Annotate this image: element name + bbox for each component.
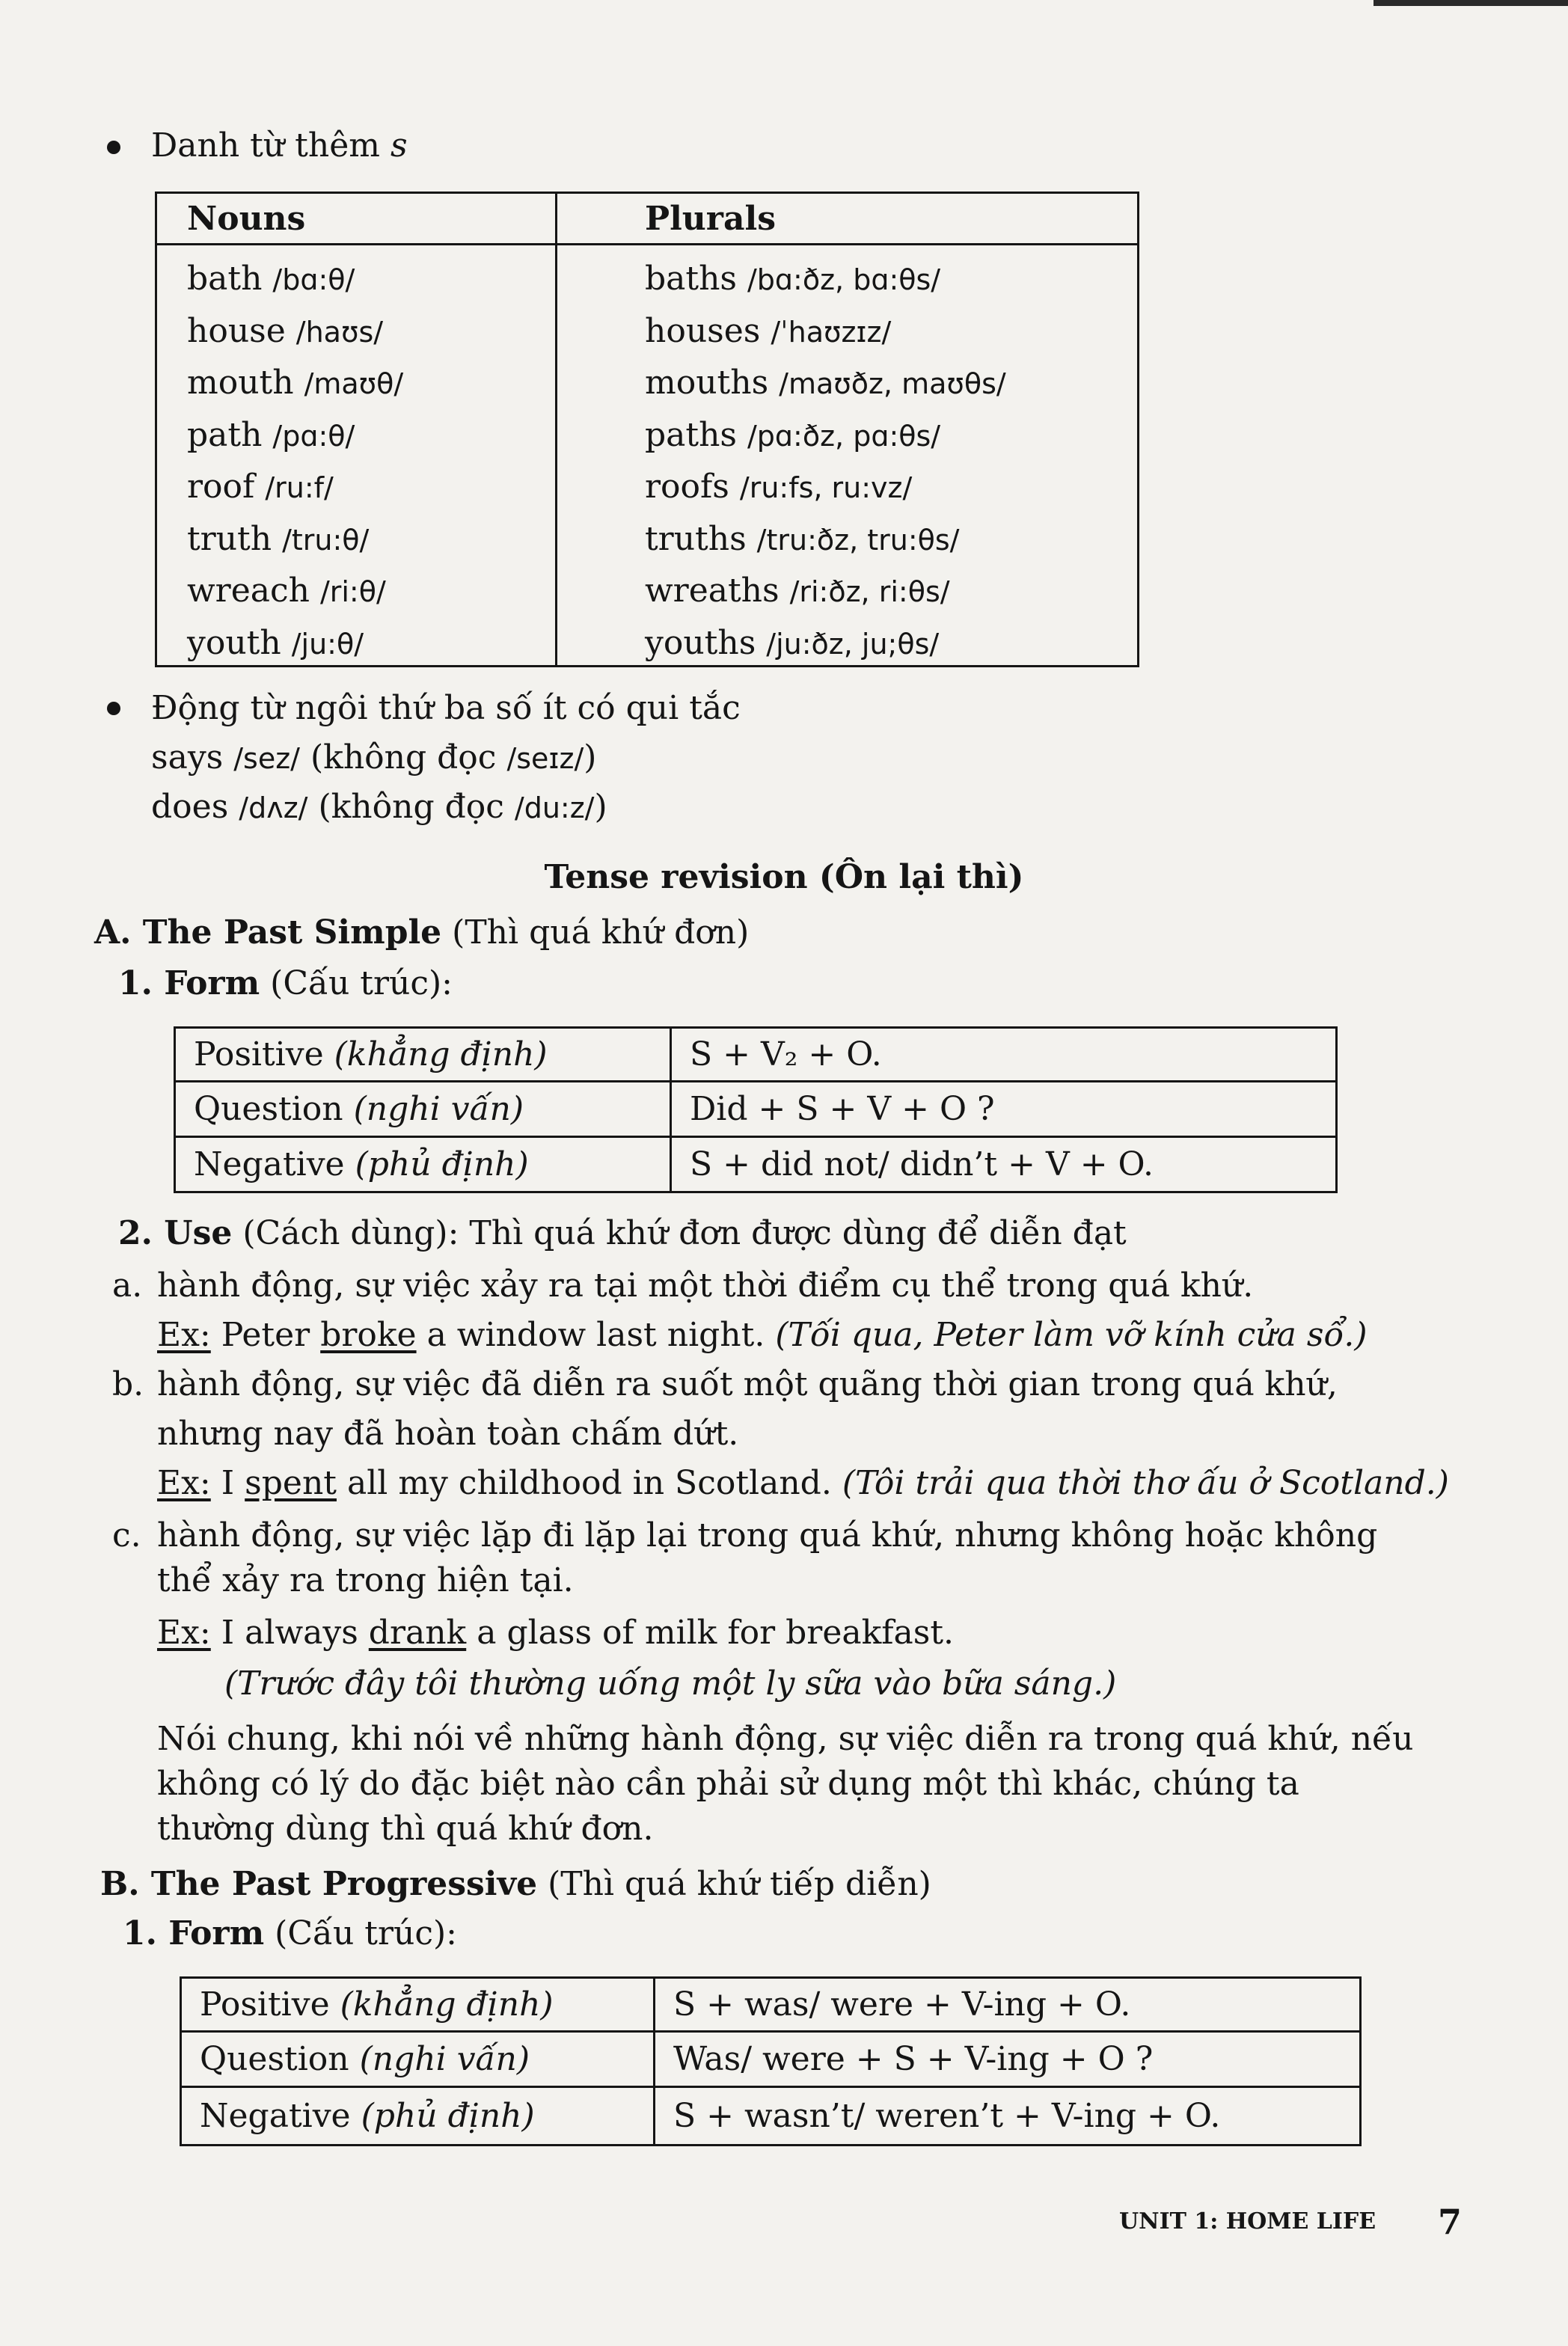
table-row [187,306,403,358]
plural-ipa: /ri:ðz, ri:θs/ [789,575,950,608]
form-formula-cell: Was/ were + S + V-ing + O ? [655,2032,1361,2087]
use-b-example [157,1459,1449,1508]
form-formula-cell: S + wasn’t/ weren’t + V-ing + O. [655,2087,1361,2146]
use-label: 2. Use [118,1214,233,1252]
ex-text: all my childhood in Scotland. [346,1464,832,1502]
form-name-vn: (khẳng định) [340,1985,554,2024]
use-c-text-1: hành động, sự việc lặp đi lặp lại trong quá khứ, nhưng không hoặc không [157,1516,1378,1555]
noun-ipa: /ru:f/ [265,471,334,504]
plural-ipa: /maʊðz, maʊθs/ [779,367,1006,400]
scan-edge-mark [1373,0,1568,6]
table-row [187,514,403,566]
form-formula-cell: S + was/ were + V-ing + O. [655,1978,1361,2032]
noun-word: wreach [187,572,310,610]
form-name: Negative [200,2097,351,2135]
table-row [187,462,403,514]
says-note-ipa: /seɪz/ [506,742,584,775]
noun-ipa: /haʊs/ [295,315,384,349]
noun-word: path [187,415,263,454]
plurals-column [645,254,1006,670]
ex-text: a glass of milk for breakfast. [477,1614,955,1652]
plural-ipa: /bɑ:ðz, bɑ:θs/ [747,263,941,296]
ex-label: Ex: [157,1464,211,1502]
plural-word: wreaths [645,572,780,610]
ex-text: Peter [221,1316,310,1354]
noun-word: mouth [187,364,294,402]
nouns-plurals-table [155,192,1139,667]
use-c-label: c. [112,1516,141,1555]
header-plurals: Plurals [645,200,776,238]
nouns-column [187,254,403,670]
says-ipa: /sez/ [233,742,300,775]
use-b-text-2: nhưng nay đã hoàn toàn chấm dứt. [157,1415,739,1453]
table-row [181,2032,1361,2087]
table-row [645,514,1006,566]
part-a-heading [94,908,749,958]
form-name-vn: (phủ định) [361,2097,535,2135]
ex-verb: spent [245,1464,337,1502]
form-name-vn: (khẳng định) [334,1035,548,1074]
summary-line-2: không có lý do đặc biệt nào cần phải sử dụng một thì khác, chúng ta [157,1765,1299,1803]
table-header-divider [157,243,1137,245]
ex-translation: (Tối qua, Peter làm vỡ kính cửa sổ.) [775,1316,1368,1354]
table-row [181,1978,1361,2032]
use-heading [118,1209,1127,1258]
plural-ipa: /ju:ðz, ju;θs/ [766,627,940,661]
table-row [181,2087,1361,2146]
form-label: 1. Form [123,1914,265,1953]
table-row [645,618,1006,670]
form-name-cell [181,2087,655,2146]
form-formula-cell: S + did not/ didn’t + V + O. [671,1137,1337,1192]
use-b-label: b. [112,1365,144,1403]
noun-word: house [187,311,286,350]
part-b-vn: (Thì quá khứ tiếp diễn) [548,1865,931,1903]
verb-bullet-text: Động từ ngôi thứ ba số ít có qui tắc [151,689,741,727]
says-word: says [151,738,224,777]
says-line [151,733,596,783]
plural-ipa: /pɑ:ðz, pɑ:θs/ [747,419,941,453]
summary-line-1: Nói chung, khi nói về những hành động, sự việc diễn ra trong quá khứ, nếu [157,1720,1414,1758]
form-vn: (Cấu trúc): [275,1914,457,1953]
form-name-cell [181,1978,655,2032]
table-row [187,566,403,618]
does-note-close: ) [594,788,607,826]
noun-word: truth [187,519,272,558]
form-name: Question [200,2040,349,2078]
plural-word: baths [645,260,737,298]
form-name-cell [175,1028,671,1082]
table-row [187,358,403,410]
table-row [645,358,1006,410]
form-name: Question [194,1090,343,1128]
form-formula-cell: S + V₂ + O. [671,1028,1337,1082]
form-name: Negative [194,1145,345,1183]
form-formula-cell: Did + S + V + O ? [671,1082,1337,1137]
table-row [645,566,1006,618]
plural-word: roofs [645,468,729,506]
past-simple-form-table [174,1026,1338,1193]
plural-ipa: /ru:fs, ru:vz/ [739,471,913,504]
noun-word: bath [187,260,263,298]
form-vn: (Cấu trúc): [270,964,453,1002]
noun-ipa: /ri:θ/ [319,575,386,608]
noun-ipa: /tru:θ/ [282,523,370,557]
bullet-suffix: s [390,126,408,165]
form-name-vn: (phủ định) [355,1145,529,1183]
use-a-example [157,1311,1368,1360]
does-note-ipa: /du:z/ [514,791,595,824]
ex-text: I always [221,1614,358,1652]
part-b-form-heading [123,1909,457,1958]
bullet-icon [107,141,120,154]
use-c-example-translation: (Trước đây tôi thường uống một ly sữa vào bữa sáng.) [224,1664,1117,1703]
use-text: (Cách dùng): Thì quá khứ đơn được dùng để diễn đạt [242,1214,1127,1252]
use-a-text: hành động, sự việc xảy ra tại một thời điểm cụ thể trong quá khứ. [157,1267,1254,1305]
footer-unit: UNIT 1: HOME LIFE [1119,2208,1376,2235]
table-row [187,618,403,670]
part-b-heading [100,1860,931,1909]
noun-ipa: /bɑ:θ/ [272,263,355,296]
table-row [187,254,403,306]
table-row [645,462,1006,514]
noun-ipa: /maʊθ/ [304,367,404,400]
form-label: 1. Form [118,964,260,1002]
plural-word: youths [645,623,756,662]
use-a-label: a. [112,1267,143,1305]
ex-translation: (Tôi trải qua thời thơ ấu ở Scotland.) [842,1464,1449,1502]
noun-ipa: /ju:θ/ [291,627,364,661]
table-column-divider [555,194,557,665]
plural-word: mouths [645,364,769,402]
noun-ipa: /pɑ:θ/ [272,419,355,453]
ex-text: I [221,1464,235,1502]
bullet-icon [107,702,120,715]
noun-word: youth [187,623,281,662]
summary-line-3: thường dùng thì quá khứ đơn. [157,1810,654,1848]
part-a-form-heading [118,959,453,1008]
ex-verb: broke [320,1316,417,1354]
use-c-text-2: thể xảy ra trong hiện tại. [157,1561,574,1599]
page-number: 7 [1438,2202,1463,2242]
table-row [645,410,1006,462]
ex-label: Ex: [157,1316,211,1354]
form-name-vn: (nghi vấn) [359,2040,530,2078]
noun-word: roof [187,468,255,506]
part-a-label: A. The Past Simple [94,913,442,952]
form-name-vn: (nghi vấn) [353,1090,524,1128]
does-word: does [151,788,229,826]
bullet-text: Danh từ thêm [151,126,391,165]
use-c-example [157,1608,954,1658]
plural-word: houses [645,311,761,350]
ex-verb: drank [368,1614,467,1652]
table-row [175,1028,1337,1082]
form-name-cell [181,2032,655,2087]
ex-text: a window last night. [426,1316,765,1354]
past-progressive-form-table [180,1976,1362,2146]
table-row [187,410,403,462]
noun-plural-bullet [151,121,408,171]
part-b-label: B. The Past Progressive [100,1865,538,1903]
table-row [175,1082,1337,1137]
says-note-close: ) [584,738,597,777]
table-row [175,1137,1337,1192]
says-note: (không đọc [310,738,497,777]
table-row [645,306,1006,358]
does-note: (không đọc [318,788,504,826]
does-ipa: /dʌz/ [239,791,308,824]
form-name: Positive [194,1035,324,1074]
use-b-text-1: hành động, sự việc đã diễn ra suốt một quãng thời gian trong quá khứ, [157,1365,1338,1403]
plural-word: truths [645,519,747,558]
form-name: Positive [200,1985,330,2024]
plural-ipa: /ˈhaʊzɪz/ [771,315,892,349]
form-name-cell [175,1082,671,1137]
form-name-cell [175,1137,671,1192]
part-a-vn: (Thì quá khứ đơn) [452,913,750,952]
table-row [645,254,1006,306]
does-line [151,782,607,833]
header-nouns: Nouns [187,200,306,238]
tense-revision-title: Tense revision (Ôn lại thì) [544,858,1024,896]
plural-word: paths [645,415,737,454]
plural-ipa: /tru:ðz, tru:θs/ [756,523,960,557]
ex-label: Ex: [157,1614,211,1652]
